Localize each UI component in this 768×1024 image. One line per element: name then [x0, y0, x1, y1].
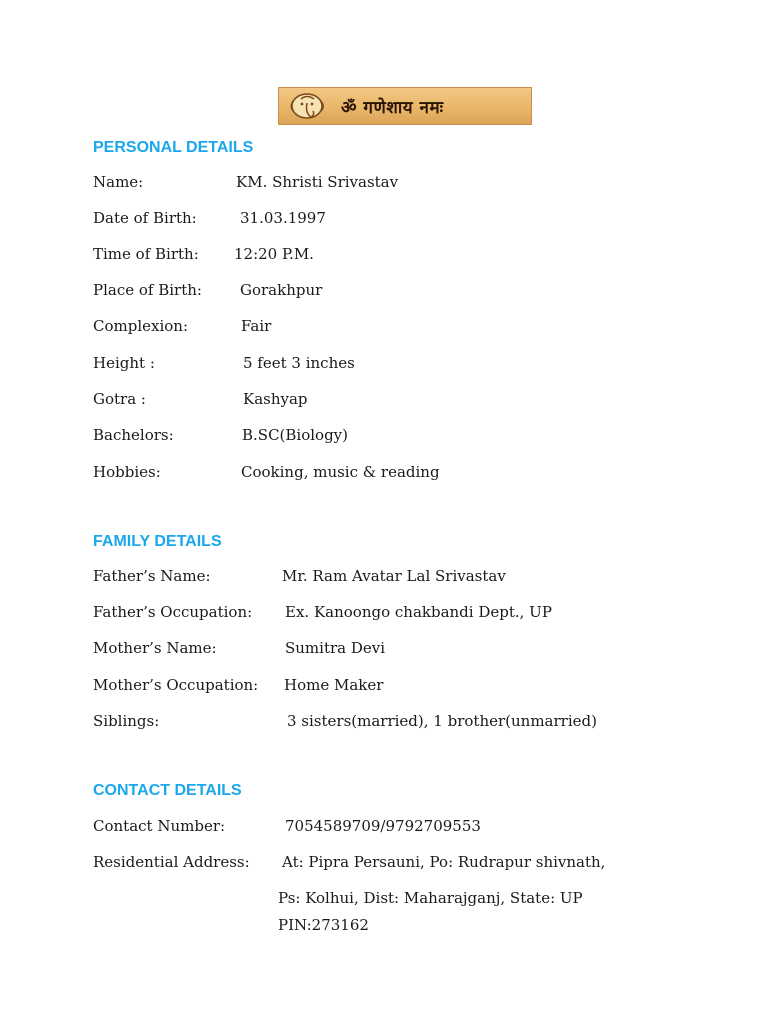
field-value: 12:20 P.M. [234, 245, 314, 263]
field-value: Cooking, music & reading [241, 463, 440, 481]
personal-row-place-of-birth [0, 281, 768, 303]
personal-row-time-of-birth [0, 245, 768, 267]
field-value: Gorakhpur [240, 281, 323, 299]
field-value: KM. Shristi Srivastav [236, 173, 399, 191]
field-value: Ex. Kanoongo chakbandi Dept., UP [285, 603, 552, 621]
field-label: Contact Number: [93, 817, 226, 835]
field-label: Residential Address: [93, 853, 250, 871]
field-value: 7054589709/9792709553 [285, 817, 481, 835]
field-label: Place of Birth: [93, 281, 202, 299]
personal-row-height [0, 354, 768, 376]
field-label: Date of Birth: [93, 209, 197, 227]
field-label: Mother’s Occupation: [93, 676, 259, 694]
field-label: Mother’s Name: [93, 639, 217, 657]
family-row-fathers-occupation [0, 603, 768, 625]
personal-row-date-of-birth [0, 209, 768, 231]
field-value: At: Pipra Persauni, Po: Rudrapur shivnath, [282, 853, 606, 871]
field-value: 3 sisters(married), 1 brother(unmarried) [287, 712, 597, 730]
field-value: B.SC(Biology) [242, 426, 349, 444]
ganesha-icon [287, 91, 331, 121]
personal-details-heading: PERSONAL DETAILS [93, 139, 254, 156]
field-label: Bachelors: [93, 426, 174, 444]
personal-row-complexion [0, 317, 768, 339]
field-value: Mr. Ram Avatar Lal Srivastav [282, 567, 506, 585]
field-label: Time of Birth: [93, 245, 199, 263]
personal-row-gotra [0, 390, 768, 412]
field-label: Father’s Occupation: [93, 603, 253, 621]
mantra-text: ॐ गणेशाय नमः [341, 98, 444, 118]
contact-row-address [0, 853, 768, 875]
personal-row-name [0, 173, 768, 195]
field-label: Siblings: [93, 712, 160, 730]
family-row-mothers-occupation [0, 676, 768, 698]
contact-row-number [0, 817, 768, 839]
field-value: Home Maker [284, 676, 384, 694]
field-label: Gotra : [93, 390, 146, 408]
personal-row-bachelors [0, 426, 768, 448]
field-label: Father’s Name: [93, 567, 211, 585]
field-value: 5 feet 3 inches [243, 354, 355, 372]
family-row-mothers-name [0, 639, 768, 661]
personal-row-hobbies [0, 463, 768, 485]
field-value: 31.03.1997 [240, 209, 326, 227]
address-pin: PIN:273162 [278, 916, 369, 934]
ganesha-mantra-banner [278, 87, 532, 125]
family-row-fathers-name [0, 567, 768, 589]
family-details-heading: FAMILY DETAILS [93, 533, 222, 550]
field-label: Complexion: [93, 317, 189, 335]
address-line-2: Ps: Kolhui, Dist: Maharajganj, State: UP [278, 889, 583, 907]
field-label: Height : [93, 354, 155, 372]
field-value: Sumitra Devi [285, 639, 386, 657]
field-label: Name: [93, 173, 144, 191]
field-label: Hobbies: [93, 463, 161, 481]
family-row-siblings [0, 712, 768, 734]
contact-details-heading: CONTACT DETAILS [93, 782, 242, 799]
field-value: Fair [241, 317, 272, 335]
field-value: Kashyap [243, 390, 308, 408]
